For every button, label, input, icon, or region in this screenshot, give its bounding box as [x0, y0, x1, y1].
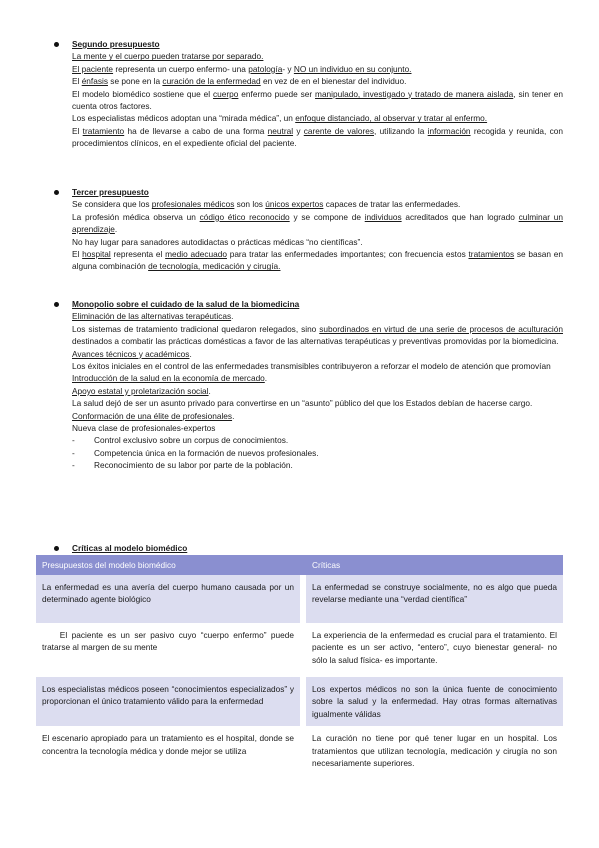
dash-list-item: - Competencia única en la formación de nuevos profesionales.	[72, 447, 319, 458]
text-run: son los	[234, 199, 266, 210]
text-run: acreditados que han logrado	[401, 211, 519, 222]
table-row	[36, 575, 563, 623]
text-run: Eliminación de las alternativas terapéuticas	[72, 311, 232, 322]
table-header-presupuestos: Presupuestos del modelo biomédico	[36, 555, 303, 575]
table-cell: La enfermedad es una avería del cuerpo humano causada por un determinado agente biológico	[36, 575, 303, 623]
text-run: culminar un aprendizaje	[72, 211, 563, 235]
text-run: se basan en alguna combinación	[72, 249, 564, 272]
dash-list-item: - Control exclusivo sobre un corpus de conocimientos.	[72, 435, 289, 446]
paragraph: Nueva clase de profesionales-expertos	[72, 423, 216, 434]
text-run: Se considera que los	[72, 199, 152, 210]
text-run: subordinados en virtud de una serie de procesos de aculturación	[319, 323, 563, 334]
paragraph	[72, 125, 563, 150]
paragraph: No hay lugar para sanadores autodidactas o prácticas médicas “no científicas”.	[72, 236, 363, 247]
section-title: Críticas al modelo biomédico	[72, 543, 188, 553]
text-run: Avances técnicos y académicos	[72, 348, 190, 359]
paragraph: La salud dejó de ser un asunto privado para convertirse en un “asunto” público del que los Estados debían de hacerse cargo.	[72, 398, 533, 409]
bullet-icon	[54, 40, 60, 46]
criticas-table	[36, 555, 563, 775]
table-cell: La enfermedad se construye socialmente, no es algo que pueda revelarse mediante una “verdad científica”	[303, 575, 563, 623]
text-run: Conformación de una élite de profesionales	[72, 410, 233, 421]
text-run: , sin tener en cuenta otros factores.	[72, 88, 563, 112]
paragraph: Apoyo estatal y proletarización social.	[72, 385, 211, 396]
text-run: manipulado, investigado y tratado de manera aislada	[315, 88, 514, 99]
table-row	[36, 726, 563, 775]
text-run: se pone en la	[107, 76, 163, 87]
text-run: neutral	[267, 125, 294, 136]
text-run: de tecnología, medicación y cirugía.	[148, 261, 281, 272]
text-run: El	[72, 249, 83, 260]
text-run: capaces de tratar las enfermedades.	[323, 199, 461, 210]
bullet-icon	[54, 188, 60, 194]
text-run: en vez de en el bienestar del individuo.	[260, 76, 407, 87]
paragraph	[72, 323, 563, 348]
text-run: Introducción de la salud en la economía de mercado	[72, 373, 265, 384]
text-run: ha de llevarse a cabo de una forma	[124, 125, 268, 136]
text-run: El	[72, 76, 82, 87]
text-run: El	[72, 125, 83, 136]
paragraph: La mente y el cuerpo pueden tratarse por separado.	[72, 51, 264, 62]
text-run: enfermo puede ser	[238, 88, 316, 99]
text-run: para tratar las enfermedades importantes; con frecuencia estos	[226, 249, 469, 260]
dash-item-text: Control exclusivo sobre un corpus de conocimientos.	[94, 435, 289, 446]
paragraph: Conformación de una élite de profesionales.	[72, 410, 235, 421]
text-run: El modelo biomédico sostiene que el	[72, 88, 214, 99]
paragraph	[72, 112, 563, 124]
text-run: información	[427, 125, 471, 136]
table-header-row	[36, 555, 563, 575]
paragraph	[72, 75, 563, 87]
section-title: Tercer presupuesto	[72, 187, 149, 197]
section-title: Monopolio sobre el cuidado de la salud de la biomedicina	[72, 299, 300, 309]
table-cell: La curación no tiene por qué tener lugar en un hospital. Los tratamientos que utilizan tecnología, medicación y cirugía no son necesariamente superiores.	[303, 726, 563, 775]
table-cell: El escenario apropiado para un tratamiento es el hospital, donde se concentra la tecnología médica y donde mejor se utiliza	[36, 726, 303, 775]
paragraph	[72, 198, 563, 210]
text-run: profesionales médicos	[151, 199, 235, 210]
paragraph: Los éxitos iniciales en el control de las enfermedades transmisibles contribuyeron a reforzar el modelo de atención que promovían	[72, 361, 551, 372]
paragraph: Avances técnicos y académicos.	[72, 348, 192, 359]
table-header-criticas: Críticas	[303, 555, 563, 575]
section-title: Segundo presupuesto	[72, 39, 160, 49]
table-row	[36, 623, 563, 677]
text-run: curación de la enfermedad	[162, 76, 261, 87]
text-run: El paciente	[72, 63, 114, 74]
bullet-icon	[54, 544, 60, 550]
text-run: Los especialistas médicos adoptan una “mirada médica”, un	[72, 113, 296, 124]
text-run: medio adecuado	[165, 249, 227, 260]
text-run: representa un cuerpo enfermo- una	[113, 63, 249, 74]
table-cell: Los especialistas médicos poseen “conocimientos especializados” y proporcionan el único tratamiento válido para la enfermedad	[36, 677, 303, 726]
text-run: y	[293, 125, 304, 136]
paragraph	[72, 248, 563, 273]
bullet-icon	[54, 300, 60, 306]
dash-item-text: Competencia única en la formación de nuevos profesionales.	[94, 447, 319, 458]
text-run: únicos expertos	[265, 199, 324, 210]
table-cell: La experiencia de la enfermedad es crucial para el tratamiento. El paciente es un ser activo, “entero”, cuyo bienestar general- no sólo la salud física- es importante.	[303, 623, 563, 677]
text-run: tratamientos	[468, 249, 515, 260]
dash-item-text: Reconocimiento de su labor por parte de la población.	[94, 460, 293, 471]
table-cell: El paciente es un ser pasivo cuyo “cuerpo enfermo” puede tratarse al margen de su mente	[36, 623, 303, 677]
text-run: representa el	[110, 249, 166, 260]
paragraph	[72, 88, 563, 113]
text-run: código ético reconocido	[199, 211, 290, 222]
text-run: patología	[248, 63, 283, 74]
paragraph: Eliminación de las alternativas terapéuticas.	[72, 311, 234, 322]
text-run: recogida y reunida, con procedimientos clínicos, en el expediente oficial del paciente.	[72, 125, 564, 149]
text-run: hospital	[82, 249, 111, 260]
table-cell: Los expertos médicos no son la única fuente de conocimiento sobre la salud y la enfermedad. Hay otras formas alternativas igualmente válidas	[303, 677, 563, 726]
text-run: .	[114, 224, 118, 235]
section-criticas	[72, 542, 563, 554]
section-tercer-presupuesto	[72, 186, 563, 273]
paragraph: Introducción de la salud en la economía de mercado.	[72, 373, 268, 384]
text-run: individuos	[364, 211, 402, 222]
text-run: La profesión médica observa un	[72, 211, 200, 222]
section-segundo-presupuesto	[72, 38, 563, 150]
text-run: carente de valores	[303, 125, 374, 136]
text-run: tratamiento	[82, 125, 125, 136]
paragraph	[72, 211, 563, 236]
text-run: y se compone de	[289, 211, 365, 222]
text-run: enfoque distanciado, al observar y tratar al enfermo.	[295, 113, 488, 124]
dash-list-item: - Reconocimiento de su labor por parte de la población.	[72, 460, 293, 471]
paragraph	[72, 63, 563, 75]
text-run: , utilizando la	[373, 125, 428, 136]
text-run: destinados a combatir las prácticas domésticas a favor de las alternativas terapéuticas y preventivas promovidas por la biomedicina.	[72, 336, 559, 347]
text-run: cuerpo	[213, 88, 239, 99]
text-run: énfasis	[81, 76, 108, 87]
text-run: Los sistemas de tratamiento tradicional quedaron relegados, sino	[72, 323, 320, 334]
table-row	[36, 677, 563, 726]
text-run: NO un individuo en su conjunto.	[293, 63, 412, 74]
text-run: - y	[282, 63, 294, 74]
section-monopolio	[72, 298, 563, 472]
text-run: Apoyo estatal y proletarización social	[72, 385, 209, 396]
